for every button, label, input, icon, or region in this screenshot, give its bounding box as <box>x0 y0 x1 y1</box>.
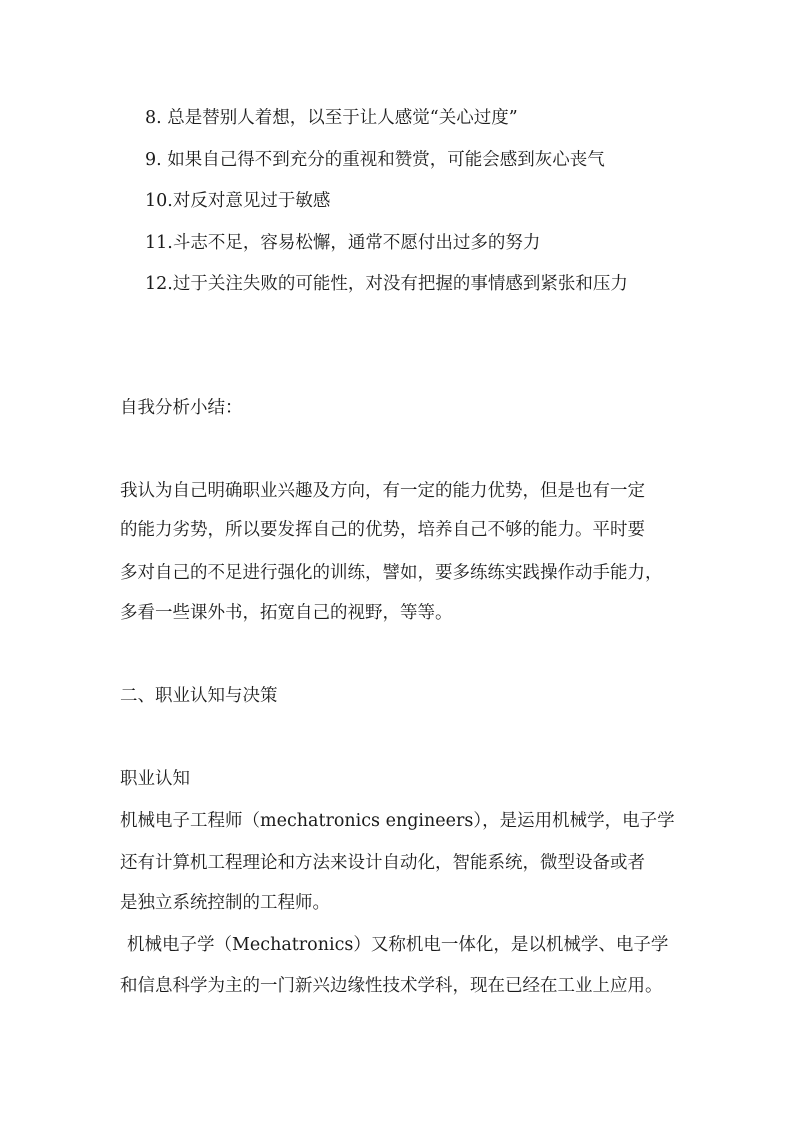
body-paragraph-line: 还有计算机工程理论和方法来设计自动化，智能系统，微型设备或者 <box>120 853 645 873</box>
body-paragraph-line: 机械电子工程师（mechatronics engineers），是运用机械学，电子学 <box>120 811 675 831</box>
summary-paragraph-line: 我认为自己明确职业兴趣及方向，有一定的能力优势，但是也有一定 <box>120 481 645 501</box>
summary-paragraph-line: 多看一些课外书，拓宽自己的视野，等等。 <box>120 603 453 623</box>
body-paragraph-line: 机械电子学（Mechatronics）又称机电一体化，是以机械学、电子学 <box>127 935 669 955</box>
summary-paragraph-line: 多对自己的不足进行强化的训练，譬如，要多练练实践操作动手能力， <box>120 563 663 583</box>
list-item: 9. 如果自己得不到充分的重视和赞赏，可能会感到灰心丧气 <box>145 150 605 170</box>
list-item: 8. 总是替别人着想，以至于让人感觉“关心过度” <box>145 108 518 128</box>
body-paragraph-line: 是独立系统控制的工程师。 <box>120 893 330 913</box>
summary-heading: 自我分析小结： <box>120 398 243 418</box>
list-item: 11.斗志不足，容易松懈，通常不愿付出过多的努力 <box>145 233 541 253</box>
list-item: 10.对反对意见过于敏感 <box>145 191 331 211</box>
section-heading: 二、职业认知与决策 <box>120 686 278 706</box>
summary-paragraph-line: 的能力劣势，所以要发挥自己的优势，培养自己不够的能力。平时要 <box>120 520 645 540</box>
list-item: 12.过于关注失败的可能性，对没有把握的事情感到紧张和压力 <box>145 274 628 294</box>
subsection-heading: 职业认知 <box>120 769 190 789</box>
body-paragraph-line: 和信息科学为主的一门新兴边缘性技术学科，现在已经在工业上应用。 <box>120 976 663 996</box>
